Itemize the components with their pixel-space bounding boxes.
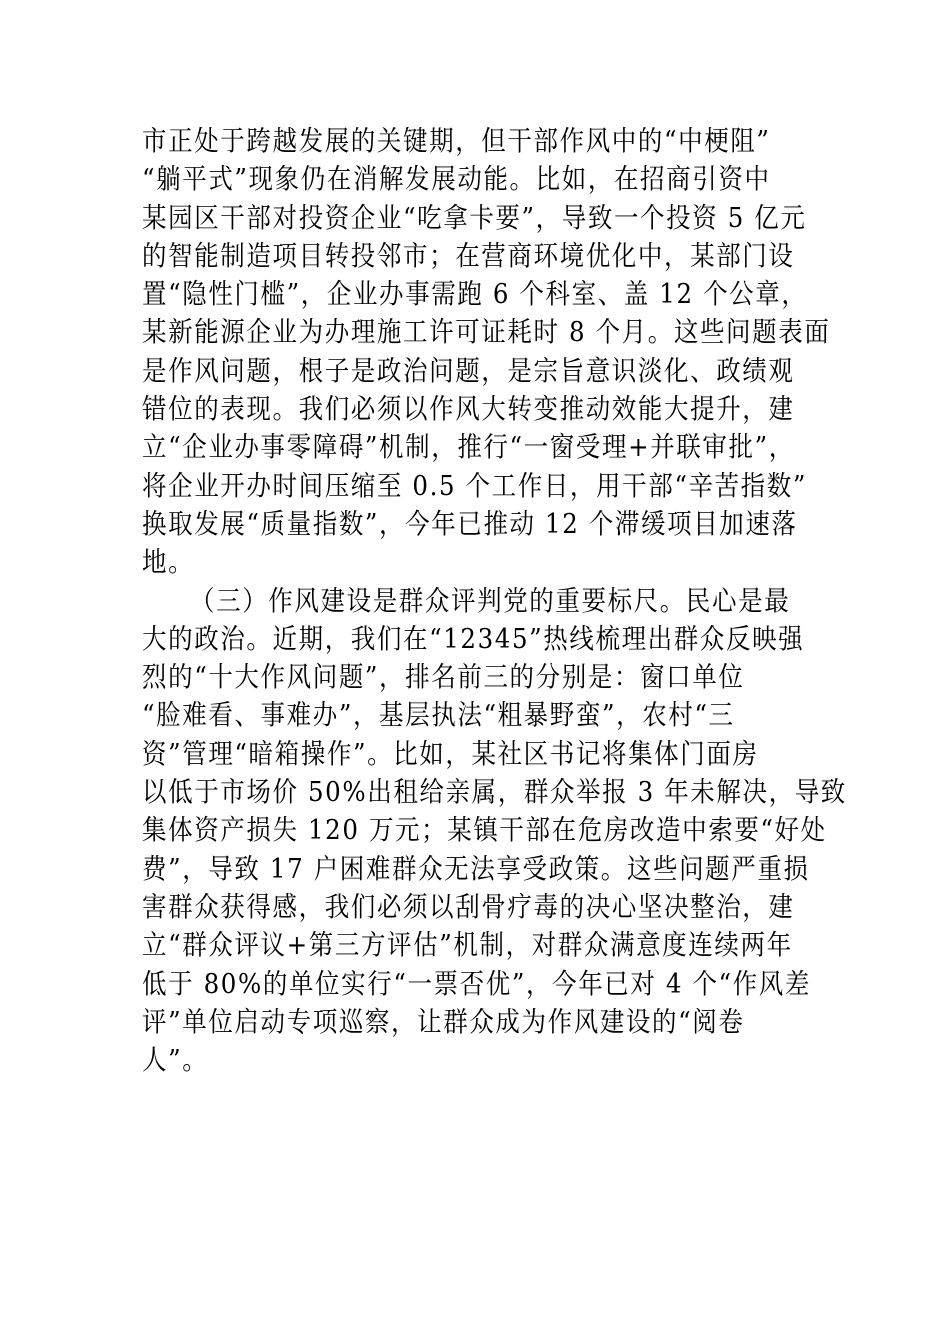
text-line: 换取发展“质量指数”，今年已推动 12 个滞缓项目加速落: [142, 507, 798, 540]
text-line: 费”，导致 17 户困难群众无法享受政策。这些问题严重损: [142, 851, 810, 885]
text-line: 以低于市场价 50%出租给亲属，群众举报 3 年未解决，导致: [142, 775, 847, 808]
text-line: 市正处于跨越发展的关键期，但干部作风中的“中梗阻”: [142, 124, 771, 157]
text-line: 错位的表现。我们必须以作风大转变推动效能大提升，建: [142, 392, 795, 425]
text-line: 烈的“十大作风问题”，排名前三的分别是：窗口单位: [142, 660, 745, 693]
section-heading-line: （三）作风建设是群众评判党的重要标尺。民心是最: [190, 583, 791, 617]
paragraph-section-3: [142, 582, 847, 1080]
text-line: 大的政治。近期，我们在“12345”热线梳理出群众反映强: [142, 622, 805, 655]
text-line: 集体资产损失 120 万元；某镇干部在危房改造中索要“好处: [142, 813, 827, 847]
text-line: 是作风问题，根子是政治问题，是宗旨意识淡化、政绩观: [142, 353, 795, 387]
text-line: “躺平式”现象仍在消解发展动能。比如，在招商引资中: [142, 162, 771, 195]
text-line: 的智能制造项目转投邻市；在营商环境优化中，某部门设: [142, 239, 795, 272]
text-line: 害群众获得感，我们必须以刮骨疗毒的决心坚决整治，建: [142, 890, 795, 923]
text-line: 人”。: [142, 1043, 209, 1076]
text-line: 某新能源企业为办理施工许可证耗时 8 个月。这些问题表面: [142, 315, 831, 349]
text-line: 立“群众评议+第三方评估”机制，对群众满意度连续两年: [142, 928, 793, 961]
text-line: 立“企业办事零障碍”机制，推行“一窗受理+并联审批”，: [142, 430, 795, 464]
text-line: 资”管理“暗箱操作”。比如，某社区书记将集体门面房: [142, 736, 759, 770]
text-line: 将企业开办时间压缩至 0.5 个工作日，用干部“辛苦指数”: [142, 468, 807, 502]
text-line: 某园区干部对投资企业“吃拿卡要”，导致一个投资 5 亿元: [142, 200, 807, 234]
text-line: 地。: [142, 545, 195, 578]
text-line: 低于 80%的单位实行“一票否优”，今年已对 4 个“作风差: [142, 966, 811, 1000]
text-line: 置“隐性门槛”，企业办事需跑 6 个科室、盖 12 个公章，: [142, 277, 808, 310]
text-line: 评”单位启动专项巡察，让群众成为作风建设的“阅卷: [142, 1005, 745, 1038]
text-line: “脸难看、事难办”，基层执法“粗暴野蛮”，农村“三: [142, 698, 735, 732]
body-text: [142, 122, 847, 1079]
paragraph-continuation: [142, 122, 831, 582]
